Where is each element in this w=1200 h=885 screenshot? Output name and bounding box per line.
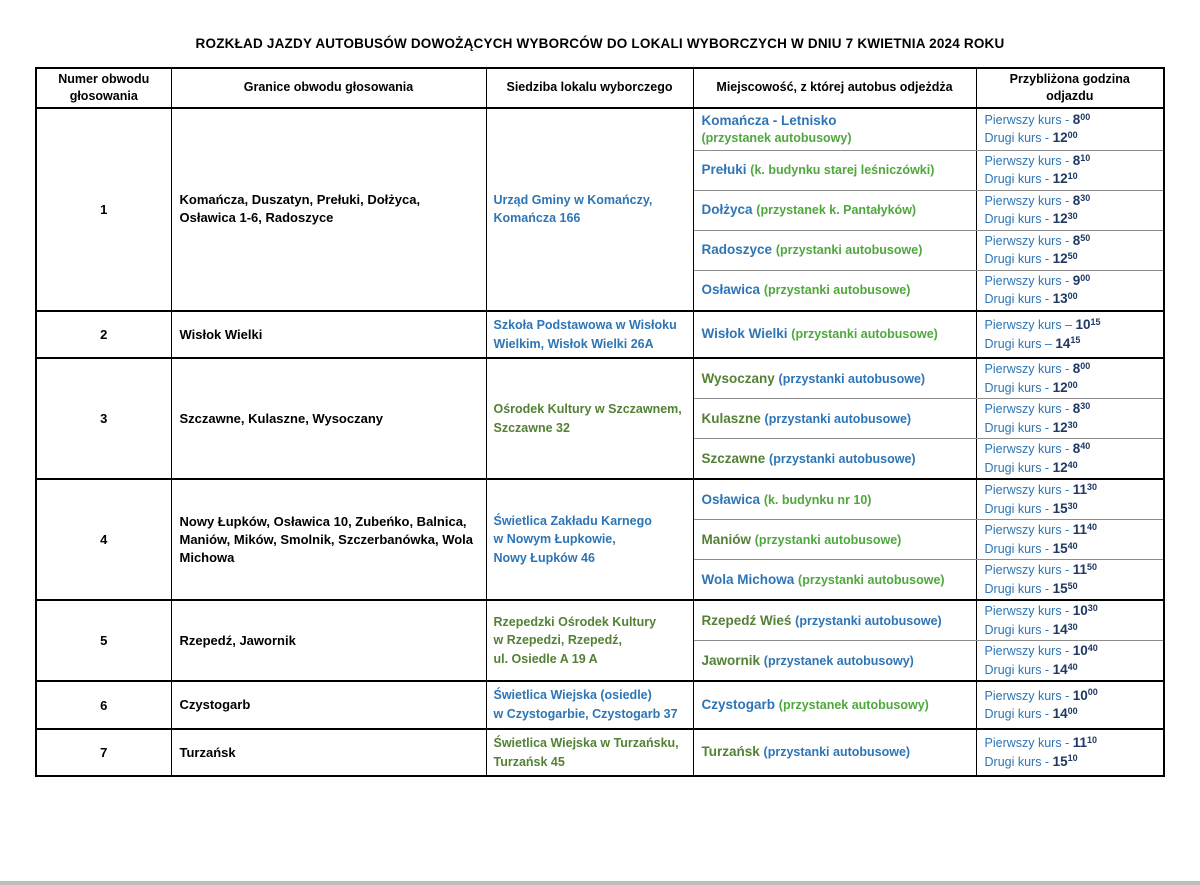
departure-locality	[693, 150, 976, 190]
locality-name: Wola Michowa	[701, 571, 795, 587]
locality-name: Osławica	[701, 491, 761, 507]
course-time	[985, 561, 1162, 580]
course-time	[985, 734, 1162, 753]
course-time	[985, 335, 1162, 354]
course-label: Drugi kurs -	[984, 754, 1053, 769]
course-time	[985, 379, 1162, 398]
course-time	[985, 400, 1162, 419]
course-minutes: 50	[1080, 232, 1091, 243]
course-minutes: 40	[1067, 459, 1078, 470]
departure-times	[976, 230, 1164, 270]
stop-location-note: (przystanki autobusowe)	[763, 283, 911, 298]
course-minutes: 50	[1086, 562, 1097, 573]
course-label: Pierwszy kurs -	[984, 112, 1073, 127]
course-hour: 14	[1055, 335, 1071, 351]
course-minutes: 00	[1080, 361, 1091, 372]
venue-line: Świetlica Zakładu Karnego	[493, 513, 652, 528]
course-hour: 8	[1072, 361, 1081, 377]
polling-venue	[486, 358, 693, 479]
departure-times	[976, 439, 1164, 480]
course-label: Pierwszy kurs -	[984, 153, 1073, 168]
course-minutes: 30	[1067, 419, 1078, 430]
course-minutes: 40	[1080, 441, 1091, 452]
course-minutes: 00	[1087, 687, 1098, 698]
course-label: Drugi kurs -	[984, 581, 1053, 596]
course-label: Pierwszy kurs -	[984, 644, 1073, 659]
departure-times	[976, 108, 1164, 151]
course-time	[985, 272, 1162, 291]
locality-name: Kulaszne	[701, 410, 761, 426]
header-row	[36, 68, 1164, 108]
course-label: Drugi kurs -	[984, 252, 1053, 267]
departure-times	[976, 520, 1164, 560]
course-hour: 8	[1072, 152, 1081, 168]
course-time	[985, 316, 1162, 335]
locality-name: Prełuki	[701, 162, 747, 178]
district-number: 7	[36, 729, 171, 777]
venue-line: Komańcza 166	[493, 211, 581, 226]
course-hour: 10	[1072, 643, 1088, 659]
course-minutes: 00	[1067, 379, 1078, 390]
course-label: Drugi kurs -	[984, 212, 1053, 227]
stop-location-note: (przystanek autobusowy)	[763, 653, 914, 668]
district-number: 6	[36, 681, 171, 729]
course-label: Pierwszy kurs -	[984, 604, 1073, 619]
locality-name: Dołżyca	[701, 202, 753, 218]
departure-times	[976, 190, 1164, 230]
schedule-row	[36, 729, 1164, 777]
schedule-row	[36, 108, 1164, 151]
course-label: Drugi kurs -	[984, 420, 1053, 435]
table-head	[36, 68, 1164, 108]
course-minutes: 15	[1090, 316, 1101, 327]
course-minutes: 30	[1087, 603, 1098, 614]
course-hour: 10	[1075, 317, 1091, 333]
column-header: Przybliżona godzina odjazdu	[976, 68, 1164, 108]
departure-times	[976, 560, 1164, 601]
course-label: Drugi kurs -	[984, 172, 1053, 187]
course-label: Drugi kurs -	[984, 501, 1053, 516]
course-time	[985, 705, 1162, 724]
course-label: Drugi kurs -	[984, 707, 1053, 722]
venue-line: Szczawne 32	[493, 420, 570, 435]
stop-location-note: (k. budynku starej leśniczówki)	[750, 163, 935, 178]
course-hour: 12	[1052, 251, 1068, 267]
course-label: Drugi kurs -	[984, 131, 1053, 146]
venue-line: w Rzepedzi, Rzepedź,	[493, 633, 622, 648]
stop-location-note: (przystanki autobusowe)	[764, 411, 912, 426]
column-header: Siedziba lokalu wyborczego	[486, 68, 693, 108]
polling-venue	[486, 311, 693, 359]
course-time	[985, 459, 1162, 478]
course-minutes: 30	[1067, 621, 1078, 632]
course-time	[985, 210, 1162, 229]
course-minutes: 30	[1067, 211, 1078, 222]
course-hour: 12	[1052, 379, 1068, 395]
stop-location-note: (przystanki autobusowe)	[775, 243, 923, 258]
course-label: Pierwszy kurs -	[984, 523, 1073, 538]
course-hour: 12	[1052, 459, 1068, 475]
course-minutes: 15	[1070, 335, 1081, 346]
course-minutes: 30	[1080, 401, 1091, 412]
course-hour: 15	[1052, 753, 1068, 769]
course-hour: 12	[1052, 130, 1068, 146]
course-minutes: 00	[1067, 705, 1078, 716]
course-label: Pierwszy kurs -	[984, 402, 1073, 417]
course-label: Drugi kurs -	[984, 380, 1053, 395]
course-label: Pierwszy kurs -	[984, 483, 1073, 498]
page-title: ROZKŁAD JAZDY AUTOBUSÓW DOWOŻĄCYCH WYBORCÓW DO LOKALI WYBORCZYCH W DNIU 7 KWIETNIA 2024 ROKU	[195, 36, 1005, 51]
course-time	[985, 290, 1162, 309]
course-time	[985, 661, 1162, 680]
departure-locality	[693, 230, 976, 270]
course-label: Drugi kurs –	[984, 336, 1056, 351]
course-hour: 12	[1052, 211, 1068, 227]
locality-name: Maniów	[701, 531, 751, 547]
course-label: Pierwszy kurs -	[984, 233, 1073, 248]
course-minutes: 10	[1080, 152, 1091, 163]
course-minutes: 40	[1067, 540, 1078, 551]
course-time	[985, 170, 1162, 189]
course-hour: 14	[1052, 621, 1068, 637]
locality-name: Rzepedź Wieś	[701, 612, 792, 628]
course-hour: 11	[1072, 522, 1087, 538]
course-minutes: 40	[1087, 643, 1098, 654]
course-label: Pierwszy kurs -	[984, 563, 1073, 578]
course-hour: 14	[1052, 706, 1068, 722]
district-number: 1	[36, 108, 171, 311]
venue-line: w Nowym Łupkowie,	[493, 532, 616, 547]
polling-venue	[486, 479, 693, 600]
venue-line: Urząd Gminy w Komańczy,	[493, 192, 653, 207]
departure-locality	[693, 479, 976, 520]
venue-line: Świetlica Wiejska w Turzańsku,	[493, 735, 679, 750]
departure-times	[976, 150, 1164, 190]
stop-location-note: (przystanki autobusowe)	[763, 745, 911, 760]
course-time	[985, 419, 1162, 438]
course-minutes: 10	[1086, 734, 1097, 745]
district-number: 3	[36, 358, 171, 479]
departure-locality	[693, 399, 976, 439]
schedule-row	[36, 600, 1164, 641]
course-minutes: 10	[1067, 753, 1078, 764]
column-header: Miejscowość, z której autobus odjeżdża	[693, 68, 976, 108]
venue-line: Świetlica Wiejska (osiedle)	[493, 688, 652, 703]
course-minutes: 50	[1067, 251, 1078, 262]
course-minutes: 00	[1080, 272, 1091, 283]
district-number: 2	[36, 311, 171, 359]
departure-locality	[693, 729, 976, 777]
course-hour: 8	[1072, 111, 1081, 127]
locality-name: Komańcza - Letnisko	[701, 112, 837, 128]
course-hour: 12	[1052, 171, 1068, 187]
course-time	[985, 250, 1162, 269]
course-label: Drugi kurs -	[984, 541, 1053, 556]
locality-name: Turzańsk	[701, 744, 760, 760]
course-time	[985, 481, 1162, 500]
departure-times	[976, 681, 1164, 729]
departure-locality	[693, 108, 976, 151]
course-time	[985, 621, 1162, 640]
stop-location-note: (przystanki autobusowe)	[795, 613, 942, 628]
departure-locality	[693, 600, 976, 641]
stop-location-note: (przystanki autobusowe)	[798, 572, 945, 587]
district-boundaries: Komańcza, Duszatyn, Prełuki, Dołżyca, Osławica 1-6, Radoszyce	[171, 108, 486, 311]
course-minutes: 30	[1080, 192, 1091, 203]
course-time	[985, 360, 1162, 379]
locality-name: Czystogarb	[701, 696, 776, 712]
course-hour: 11	[1072, 562, 1087, 578]
district-boundaries: Rzepedź, Jawornik	[171, 600, 486, 681]
departure-times	[976, 729, 1164, 777]
course-hour: 15	[1052, 580, 1068, 596]
course-label: Pierwszy kurs -	[984, 442, 1073, 457]
departure-times	[976, 399, 1164, 439]
course-hour: 15	[1052, 540, 1068, 556]
schedule-row	[36, 311, 1164, 359]
district-boundaries: Turzańsk	[171, 729, 486, 777]
departure-times	[976, 311, 1164, 359]
venue-line: Rzepedzki Ośrodek Kultury	[493, 614, 657, 629]
course-label: Drugi kurs -	[984, 292, 1053, 307]
departure-locality	[693, 311, 976, 359]
course-time	[985, 753, 1162, 772]
course-minutes: 00	[1080, 111, 1091, 122]
departure-times	[976, 358, 1164, 399]
course-time	[985, 192, 1162, 211]
departure-locality	[693, 560, 976, 601]
page-bottom-edge	[0, 881, 1200, 885]
course-minutes: 10	[1067, 171, 1078, 182]
locality-name: Szczawne	[701, 450, 766, 466]
stop-location-note: (przystanek k. Pantałyków)	[756, 203, 917, 218]
departure-times	[976, 641, 1164, 682]
stop-location-note: (przystanki autobusowe)	[769, 451, 916, 466]
venue-line: w Czystogarbie, Czystogarb 37	[493, 707, 678, 722]
locality-name: Radoszyce	[701, 242, 773, 258]
departure-times	[976, 479, 1164, 520]
course-hour: 12	[1052, 419, 1068, 435]
course-minutes: 30	[1067, 500, 1078, 511]
course-time	[985, 602, 1162, 621]
course-minutes: 50	[1067, 580, 1078, 591]
district-boundaries: Nowy Łupków, Osławica 10, Zubeńko, Balnica, Maniów, Mików, Smolnik, Szczerbanówka, Wola Michowa	[171, 479, 486, 600]
district-boundaries: Szczawne, Kulaszne, Wysoczany	[171, 358, 486, 479]
course-label: Pierwszy kurs -	[984, 736, 1073, 751]
course-minutes: 40	[1067, 661, 1078, 672]
stop-location-note: (k. budynku nr 10)	[763, 492, 872, 507]
departure-locality	[693, 358, 976, 399]
departure-locality	[693, 681, 976, 729]
departure-locality	[693, 439, 976, 480]
course-time	[985, 500, 1162, 519]
bus-schedule-table	[35, 67, 1165, 777]
course-hour: 8	[1072, 401, 1081, 417]
venue-line: Turzańsk 45	[493, 754, 565, 769]
schedule-row	[36, 358, 1164, 399]
departure-times	[976, 270, 1164, 311]
course-minutes: 00	[1067, 291, 1078, 302]
polling-venue	[486, 681, 693, 729]
venue-line: Wielkim, Wisłok Wielki 26A	[493, 336, 654, 351]
district-boundaries: Czystogarb	[171, 681, 486, 729]
departure-locality	[693, 641, 976, 682]
course-time	[985, 687, 1162, 706]
polling-venue	[486, 600, 693, 681]
course-time	[985, 580, 1162, 599]
course-hour: 8	[1072, 232, 1081, 248]
district-number: 5	[36, 600, 171, 681]
course-time	[985, 111, 1162, 130]
column-header: Numer obwodu głosowania	[36, 68, 171, 108]
course-label: Pierwszy kurs –	[984, 318, 1076, 333]
locality-name: Wysoczany	[701, 370, 775, 386]
stop-location-note: (przystanek autobusowy)	[701, 130, 852, 145]
venue-line: Szkoła Podstawowa w Wisłoku	[493, 317, 677, 332]
course-label: Pierwszy kurs -	[984, 688, 1073, 703]
district-number: 4	[36, 479, 171, 600]
course-hour: 10	[1072, 687, 1088, 703]
schedule-row	[36, 681, 1164, 729]
locality-name: Osławica	[701, 282, 761, 298]
venue-line: Nowy Łupków 46	[493, 551, 595, 566]
course-label: Pierwszy kurs -	[984, 362, 1073, 377]
course-minutes: 40	[1086, 522, 1097, 533]
course-time	[985, 540, 1162, 559]
venue-line: Ośrodek Kultury w Szczawnem,	[493, 402, 682, 417]
course-hour: 11	[1072, 735, 1087, 751]
venue-line: ul. Osiedle A 19 A	[493, 652, 598, 667]
course-hour: 10	[1072, 603, 1088, 619]
locality-name: Wisłok Wielki	[701, 326, 788, 342]
district-boundaries: Wisłok Wielki	[171, 311, 486, 359]
polling-venue	[486, 108, 693, 311]
course-label: Drugi kurs -	[984, 622, 1053, 637]
course-hour: 9	[1072, 272, 1081, 288]
course-hour: 8	[1072, 192, 1081, 208]
course-hour: 8	[1072, 441, 1081, 457]
course-label: Drugi kurs -	[984, 662, 1053, 677]
course-label: Pierwszy kurs -	[984, 273, 1073, 288]
course-label: Drugi kurs -	[984, 460, 1053, 475]
locality-name: Jawornik	[701, 652, 761, 668]
course-minutes: 00	[1067, 130, 1078, 141]
course-label: Pierwszy kurs -	[984, 193, 1073, 208]
document-page	[0, 36, 1200, 777]
departure-locality	[693, 190, 976, 230]
course-time	[985, 642, 1162, 661]
stop-location-note: (przystanki autobusowe)	[778, 371, 926, 386]
departure-times	[976, 600, 1164, 641]
stop-location-note: (przystanek autobusowy)	[778, 697, 929, 712]
course-hour: 15	[1052, 500, 1068, 516]
stop-location-note: (przystanki autobusowe)	[754, 532, 902, 547]
stop-location-note: (przystanki autobusowe)	[791, 327, 938, 342]
course-time	[985, 232, 1162, 251]
course-time	[985, 521, 1162, 540]
column-header: Granice obwodu głosowania	[171, 68, 486, 108]
table-body	[36, 108, 1164, 777]
course-time	[985, 129, 1162, 148]
course-time	[985, 152, 1162, 171]
polling-venue	[486, 729, 693, 777]
course-hour: 14	[1052, 661, 1068, 677]
course-hour: 11	[1072, 482, 1087, 498]
departure-locality	[693, 270, 976, 311]
course-hour: 13	[1052, 291, 1068, 307]
course-minutes: 30	[1086, 482, 1097, 493]
course-time	[985, 440, 1162, 459]
schedule-row	[36, 479, 1164, 520]
departure-locality	[693, 520, 976, 560]
